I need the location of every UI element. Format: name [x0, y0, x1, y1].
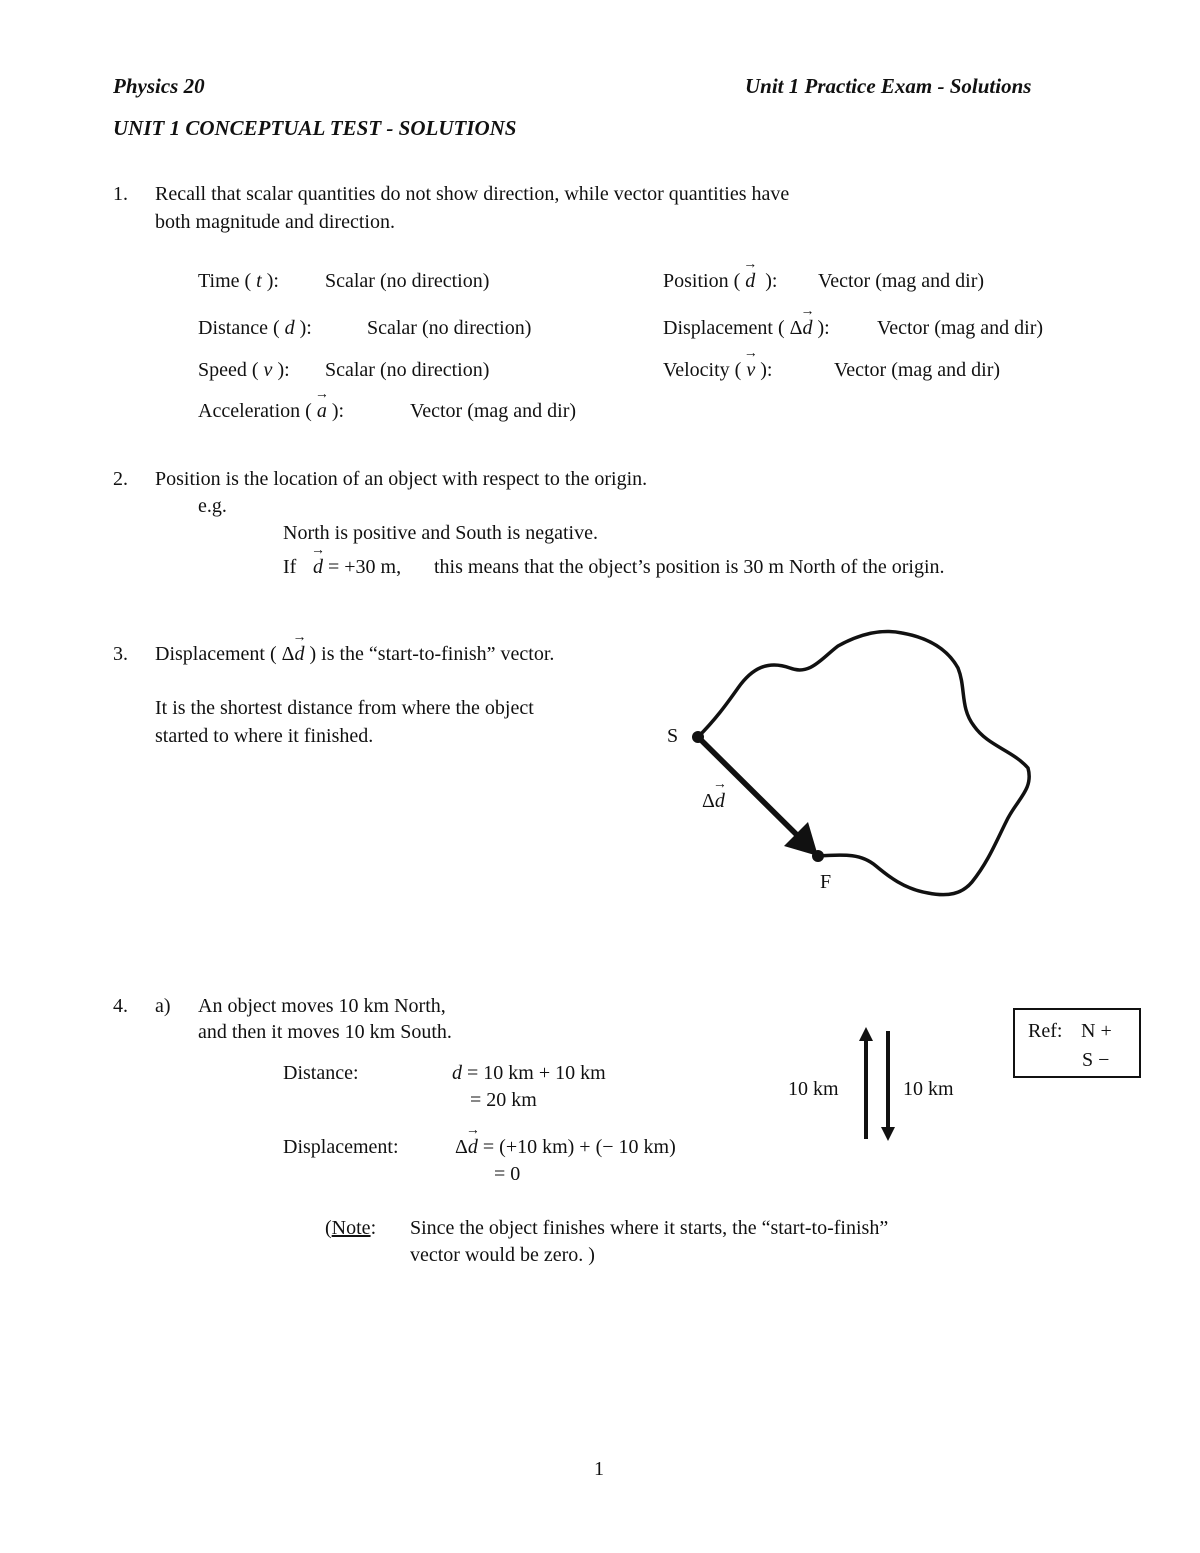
ref-north: N + — [1081, 1020, 1112, 1042]
section-title: UNIT 1 CONCEPTUAL TEST - SOLUTIONS — [113, 116, 517, 140]
q4-distance-label: Distance: — [283, 1062, 359, 1084]
q1-acceleration-type: Vector (mag and dir) — [410, 400, 577, 422]
header-course: Physics 20 — [113, 74, 205, 98]
q4-displacement-label: Displacement: — [283, 1136, 399, 1158]
q1-distance-label: Distance ( d ): — [198, 317, 312, 339]
q4-note-line1: (Note: — [325, 1217, 377, 1239]
q2-meaning: this means that the object’s position is 30 m North of the origin. — [434, 556, 945, 578]
q1-displacement-type: Vector (mag and dir) — [877, 317, 1044, 339]
q2-eg: e.g. — [198, 495, 227, 517]
displacement-vector-label: Δ→ d — [702, 790, 725, 813]
q3-line1: Displacement ( Δ→ d ) is the “start-to-finish” vector. — [155, 643, 554, 666]
north-arrow-label: 10 km — [788, 1078, 839, 1100]
q4-distance-result: = 20 km — [470, 1089, 537, 1111]
q1-speed-type: Scalar (no direction) — [325, 359, 490, 381]
q4-note-text1: Since the object finishes where it starts, the “start-to-finish” — [410, 1217, 889, 1239]
north-arrow-head — [859, 1027, 873, 1041]
q4-number: 4. — [113, 995, 128, 1017]
q4-line2: and then it moves 10 km South. — [198, 1021, 452, 1043]
q3-number: 3. — [113, 643, 128, 665]
q1-line2: both magnitude and direction. — [155, 211, 395, 233]
q1-speed-label: Speed ( v ): — [198, 359, 290, 381]
north-south-arrows — [850, 1025, 910, 1145]
q4-part: a) — [155, 995, 171, 1017]
finish-point — [812, 850, 824, 862]
q4-displacement-equation: Δ→ d = (+10 km) + (− 10 km) — [455, 1136, 676, 1159]
ref-south: S − — [1082, 1049, 1110, 1071]
page-number: 1 — [594, 1458, 604, 1480]
q1-number: 1. — [113, 183, 128, 205]
q1-displacement-label: Displacement ( Δ→ d ): — [663, 317, 830, 340]
q3-line2: It is the shortest distance from where the object — [155, 697, 534, 719]
start-point — [692, 731, 704, 743]
q4-note-text2: vector would be zero. ) — [410, 1244, 595, 1266]
q1-time-type: Scalar (no direction) — [325, 270, 490, 292]
header-exam-title: Unit 1 Practice Exam - Solutions — [745, 74, 1032, 98]
south-arrow-label: 10 km — [903, 1078, 954, 1100]
q1-distance-type: Scalar (no direction) — [367, 317, 532, 339]
q1-velocity-type: Vector (mag and dir) — [834, 359, 1001, 381]
q4-distance-equation: d = 10 km + 10 km — [452, 1062, 606, 1084]
q1-velocity-label: Velocity ( → v ): — [663, 359, 772, 382]
q1-position-label: Position ( → d ): — [663, 270, 777, 293]
finish-label: F — [820, 871, 832, 893]
q2-if: If — [283, 556, 297, 578]
ref-label: Ref: — [1028, 1020, 1063, 1042]
q2-line1: Position is the location of an object with respect to the origin. — [155, 468, 648, 490]
q1-line1: Recall that scalar quantities do not show direction, while vector quantities have — [155, 183, 790, 205]
q1-acceleration-label: Acceleration ( → a ): — [198, 400, 344, 423]
q1-time-label: Time ( t ): — [198, 270, 279, 292]
reference-box — [1013, 1008, 1141, 1078]
q3-line3: started to where it finished. — [155, 725, 374, 747]
q2-position-equation: → d = +30 m, — [313, 556, 401, 579]
q4-displacement-result: = 0 — [494, 1163, 521, 1185]
south-arrow-head — [881, 1127, 895, 1141]
q2-line2: North is positive and South is negative. — [283, 522, 598, 544]
q1-position-type: Vector (mag and dir) — [818, 270, 985, 292]
curved-path — [698, 631, 1029, 894]
q2-number: 2. — [113, 468, 128, 490]
q4-line1: An object moves 10 km North, — [198, 995, 446, 1017]
start-label: S — [667, 725, 679, 747]
